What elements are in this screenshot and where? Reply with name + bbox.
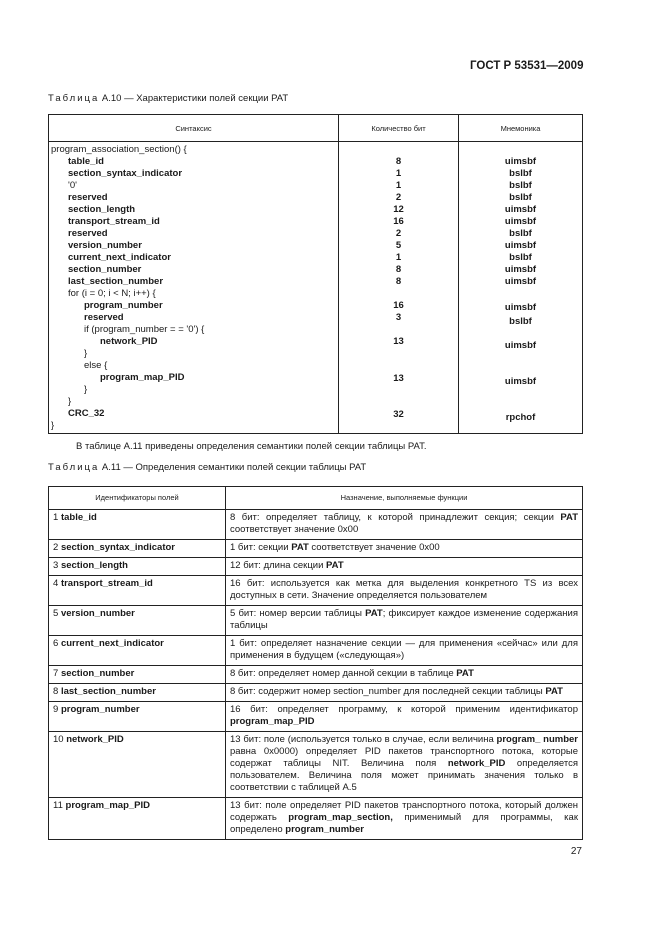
bits-value: 16 [393, 216, 404, 227]
mnemonic-value: uimsbf [504, 340, 537, 351]
mnemonic-value: bslbf [509, 316, 532, 327]
page-number: 27 [570, 846, 582, 857]
field-description [226, 684, 583, 702]
syntax-line: reserved [68, 228, 108, 239]
field-identifier-cell [49, 558, 226, 576]
field-number: 7 [53, 668, 59, 679]
field-identifier-cell [49, 636, 226, 666]
syntax-line: } [51, 420, 55, 431]
mnemonic-value: bslbf [509, 252, 532, 263]
field-number: 10 [53, 734, 64, 745]
bits-value: 2 [395, 228, 402, 239]
table-row [49, 576, 583, 606]
field-name: section_number [60, 668, 135, 679]
description-segment: PAT [560, 512, 578, 523]
description-segment: program_ number [496, 734, 578, 745]
bits-value: 1 [395, 168, 402, 179]
mnemonic-value: uimsbf [504, 240, 537, 251]
field-number: 3 [53, 560, 59, 571]
description-segment: program_map_PID [230, 716, 315, 727]
syntax-line: version_number [68, 240, 142, 251]
field-description [226, 636, 583, 666]
table-row [49, 732, 583, 798]
header-syntax: Синтаксис [49, 115, 339, 142]
field-name: section_length [60, 560, 128, 571]
syntax-line: '0' [68, 180, 77, 191]
mnemonic-column [459, 142, 583, 434]
field-description [226, 702, 583, 732]
table-caption-label: Таблица [48, 93, 100, 104]
field-description [226, 558, 583, 576]
header-bits: Количество бит [339, 115, 459, 142]
syntax-line: section_length [68, 204, 136, 215]
syntax-line: table_id [68, 156, 104, 167]
field-name: network_PID [66, 734, 124, 745]
description-segment: 13 бит: поле (используется только в случае, если величина [230, 734, 497, 745]
description-segment: равна 0x0000) определяет PID пакетов транспортного потока, которые содержат таблицы NIT. Величина поля [230, 746, 578, 769]
syntax-line: current_next_indicator [68, 252, 171, 263]
description-segment: 5 бит: номер версии таблицы [230, 608, 366, 619]
bits-value: 12 [393, 204, 404, 215]
field-number: 1 [53, 512, 59, 523]
field-number: 9 [53, 704, 59, 715]
field-number: 5 [53, 608, 59, 619]
field-name: table_id [60, 512, 97, 523]
description-segment: 13 бит: поле определяет PID пакетов транспортного потока, который должен содержать [230, 800, 578, 823]
description-segment: 1 бит: определяет назначение секции — для применения «сейчас» или для применения в будущем («следующая») [230, 638, 578, 661]
bits-column [339, 142, 459, 434]
description-segment: program_map_section, [288, 812, 393, 823]
description-segment: 16 бит: используется как метка для выделения конкретного TS из всех доступных в сети. Значение определяется пользователем [230, 578, 578, 601]
field-number: 4 [53, 578, 59, 589]
table-row [49, 684, 583, 702]
field-name: version_number [60, 608, 135, 619]
field-description [226, 732, 583, 798]
syntax-line: CRC_32 [68, 408, 105, 419]
bits-value: 1 [395, 180, 402, 191]
description-segment: 8 бит: определяет таблицу, к которой принадлежит секция; секции [230, 512, 561, 523]
mnemonic-value: rpchof [505, 412, 536, 423]
table-caption-text: А.10 — Характеристики полей секции PAT [101, 93, 289, 104]
syntax-line: transport_stream_id [68, 216, 160, 227]
field-description [226, 510, 583, 540]
bits-value: 8 [395, 264, 402, 275]
bits-value: 3 [395, 312, 402, 323]
mnemonic-value: uimsbf [504, 276, 537, 287]
description-segment: PAT [456, 668, 474, 679]
syntax-line: network_PID [100, 336, 158, 347]
syntax-line: program_association_section() { [51, 144, 187, 155]
mnemonic-value: bslbf [509, 192, 532, 203]
table-row [49, 558, 583, 576]
syntax-line: for (i = 0; i < N; i++) { [68, 288, 156, 299]
intro-paragraph: В таблице А.11 приведены определения семантики полей секции таблицы PAT. [76, 441, 427, 452]
table-row [49, 636, 583, 666]
mnemonic-value: uimsbf [504, 264, 537, 275]
bits-value: 8 [395, 276, 402, 287]
bits-value: 5 [395, 240, 402, 251]
bits-value: 1 [395, 252, 402, 263]
table-row [49, 606, 583, 636]
bits-value: 32 [393, 409, 404, 420]
header-mnemonic: Мнемоника [459, 115, 583, 142]
table-row [49, 510, 583, 540]
mnemonic-value: uimsbf [504, 156, 537, 167]
table-a11-caption [48, 462, 366, 473]
field-description [226, 576, 583, 606]
description-segment: 8 бит: содержит номер section_number для последней секции таблицы [230, 686, 546, 697]
description-segment: определяется пользователем. Величина поля может принимать значения только в соответствии с таблицей А.5 [230, 758, 579, 793]
syntax-line: program_number [84, 300, 163, 311]
description-segment: PAT [291, 542, 309, 553]
description-segment: 16 бит: определяет программу, к которой применим идентификатор [230, 704, 578, 715]
field-identifier-cell [49, 510, 226, 540]
syntax-line: else { [84, 360, 108, 371]
table-row [49, 798, 583, 840]
mnemonic-value: uimsbf [504, 376, 537, 387]
bits-value: 13 [393, 373, 404, 384]
field-identifier-cell [49, 576, 226, 606]
table-a10 [48, 114, 583, 434]
description-segment: PAT [326, 560, 344, 571]
description-segment: PAT [545, 686, 563, 697]
field-description [226, 540, 583, 558]
table-row [49, 666, 583, 684]
field-name: last_section_number [60, 686, 156, 697]
field-name: transport_stream_id [60, 578, 153, 589]
syntax-line: } [68, 396, 72, 407]
syntax-line: } [84, 348, 88, 359]
table-a11-body [49, 510, 583, 840]
bits-value: 8 [395, 156, 402, 167]
field-name: program_number [60, 704, 140, 715]
table-a11 [48, 486, 583, 840]
description-segment: соответствует значение 0x00 [308, 542, 440, 553]
description-segment: 12 бит: длина секции [230, 560, 327, 571]
field-identifier-cell [49, 798, 226, 840]
syntax-line: reserved [68, 192, 108, 203]
syntax-line: if (program_number = = '0') { [84, 324, 205, 335]
mnemonic-value: uimsbf [504, 204, 537, 215]
description-segment: применимый для программы, как определено [230, 812, 578, 835]
table-row [49, 540, 583, 558]
description-segment: соответствует значение 0x00 [230, 524, 359, 535]
syntax-line: } [84, 384, 88, 395]
field-description [226, 798, 583, 840]
header-field-identifiers: Идентификаторы полей [49, 487, 226, 510]
field-identifier-cell [49, 540, 226, 558]
field-description [226, 606, 583, 636]
description-segment: ; фиксирует каждое изменение содержания таблицы [230, 608, 578, 631]
field-name: current_next_indicator [60, 638, 164, 649]
bits-value: 16 [393, 300, 404, 311]
mnemonic-value: uimsbf [504, 216, 537, 227]
field-identifier-cell [49, 606, 226, 636]
standard-designation: ГОСТ Р 53531—2009 [470, 60, 584, 72]
table-caption-label: Таблица [48, 462, 100, 473]
field-identifier-cell [49, 666, 226, 684]
header-purpose: Назначение, выполняемые функции [226, 487, 583, 510]
mnemonic-value: uimsbf [504, 302, 537, 313]
syntax-line: program_map_PID [100, 372, 185, 383]
field-number: 2 [53, 542, 59, 553]
description-segment: program_number [285, 824, 364, 835]
description-segment: 1 бит: секции [230, 542, 292, 553]
mnemonic-value: bslbf [509, 228, 532, 239]
field-description [226, 666, 583, 684]
table-caption-text: А.11 — Определения семантики полей секции таблицы PAT [101, 462, 367, 473]
bits-value: 2 [395, 192, 402, 203]
field-name: section_syntax_indicator [60, 542, 175, 553]
bits-value: 13 [393, 336, 404, 347]
description-segment: 8 бит: определяет номер данной секции в таблице [230, 668, 457, 679]
syntax-line: section_syntax_indicator [68, 168, 183, 179]
syntax-line: reserved [84, 312, 124, 323]
mnemonic-value: bslbf [509, 180, 532, 191]
field-number: 11 [53, 800, 63, 811]
syntax-line: section_number [68, 264, 142, 275]
description-segment: network_PID [447, 758, 506, 769]
field-identifier-cell [49, 702, 226, 732]
table-row [49, 702, 583, 732]
field-name: program_map_PID [65, 800, 150, 811]
field-identifier-cell [49, 684, 226, 702]
field-number: 6 [53, 638, 59, 649]
description-segment: PAT [365, 608, 383, 619]
table-a10-caption [48, 93, 288, 104]
syntax-line: last_section_number [68, 276, 164, 287]
field-number: 8 [53, 686, 59, 697]
mnemonic-value: bslbf [509, 168, 532, 179]
syntax-column [49, 142, 339, 434]
field-identifier-cell [49, 732, 226, 798]
